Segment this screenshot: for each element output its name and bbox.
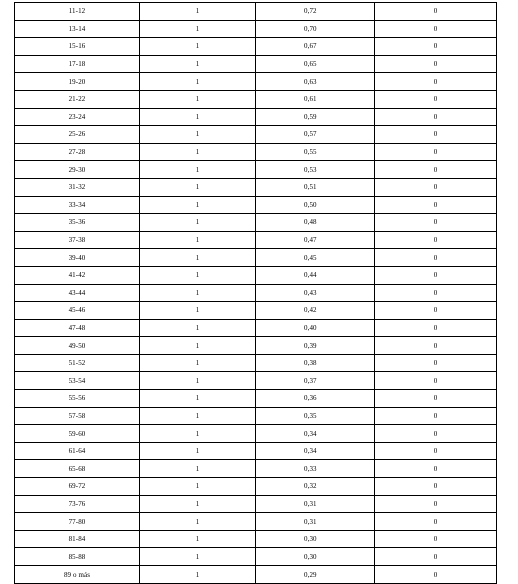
- range-cell: 15-16: [15, 38, 140, 56]
- extra-cell: 0: [375, 38, 497, 56]
- value-cell: 0,57: [256, 126, 375, 144]
- table-row: [15, 354, 497, 372]
- factor-cell: 1: [140, 143, 256, 161]
- factor-cell: 1: [140, 319, 256, 337]
- range-cell: 41-42: [15, 266, 140, 284]
- range-cell: 59-60: [15, 425, 140, 443]
- table-row: [15, 178, 497, 196]
- value-cell: 0,67: [256, 38, 375, 56]
- extra-cell: 0: [375, 266, 497, 284]
- table-row: [15, 266, 497, 284]
- value-cell: 0,42: [256, 302, 375, 320]
- range-cell: 61-64: [15, 442, 140, 460]
- extra-cell: 0: [375, 478, 497, 496]
- extra-cell: 0: [375, 460, 497, 478]
- extra-cell: 0: [375, 354, 497, 372]
- value-cell: 0,44: [256, 266, 375, 284]
- range-cell: 23-24: [15, 108, 140, 126]
- factor-cell: 1: [140, 73, 256, 91]
- value-cell: 0,39: [256, 337, 375, 355]
- factor-cell: 1: [140, 407, 256, 425]
- range-cell: 11-12: [15, 3, 140, 21]
- extra-cell: 0: [375, 372, 497, 390]
- extra-cell: 0: [375, 390, 497, 408]
- range-cell: 77-80: [15, 513, 140, 531]
- table-row: [15, 214, 497, 232]
- table-row: [15, 38, 497, 56]
- table-row: [15, 249, 497, 267]
- range-cell: 13-14: [15, 20, 140, 38]
- value-cell: 0,61: [256, 90, 375, 108]
- factor-cell: 1: [140, 38, 256, 56]
- extra-cell: 0: [375, 231, 497, 249]
- factor-cell: 1: [140, 284, 256, 302]
- table-body: [15, 3, 497, 584]
- extra-cell: 0: [375, 495, 497, 513]
- factor-cell: 1: [140, 249, 256, 267]
- value-cell: 0,31: [256, 513, 375, 531]
- factor-cell: 1: [140, 513, 256, 531]
- value-cell: 0,35: [256, 407, 375, 425]
- range-cell: 45-46: [15, 302, 140, 320]
- range-cell: 89 o más: [15, 566, 140, 584]
- extra-cell: 0: [375, 302, 497, 320]
- table-row: [15, 231, 497, 249]
- table-row: [15, 73, 497, 91]
- range-cell: 49-50: [15, 337, 140, 355]
- range-cell: 51-52: [15, 354, 140, 372]
- table-row: [15, 3, 497, 21]
- table-row: [15, 302, 497, 320]
- extra-cell: 0: [375, 90, 497, 108]
- range-cell: 39-40: [15, 249, 140, 267]
- value-cell: 0,51: [256, 178, 375, 196]
- table-row: [15, 20, 497, 38]
- value-cell: 0,34: [256, 442, 375, 460]
- table-row: [15, 337, 497, 355]
- extra-cell: 0: [375, 214, 497, 232]
- extra-cell: 0: [375, 178, 497, 196]
- extra-cell: 0: [375, 548, 497, 566]
- value-cell: 0,45: [256, 249, 375, 267]
- value-cell: 0,43: [256, 284, 375, 302]
- value-cell: 0,36: [256, 390, 375, 408]
- range-cell: 27-28: [15, 143, 140, 161]
- factor-cell: 1: [140, 495, 256, 513]
- value-cell: 0,53: [256, 161, 375, 179]
- factor-cell: 1: [140, 196, 256, 214]
- table-row: [15, 442, 497, 460]
- extra-cell: 0: [375, 20, 497, 38]
- factor-cell: 1: [140, 90, 256, 108]
- factor-cell: 1: [140, 20, 256, 38]
- extra-cell: 0: [375, 566, 497, 584]
- factor-cell: 1: [140, 460, 256, 478]
- range-cell: 85-88: [15, 548, 140, 566]
- extra-cell: 0: [375, 530, 497, 548]
- extra-cell: 0: [375, 425, 497, 443]
- value-cell: 0,37: [256, 372, 375, 390]
- table-row: [15, 513, 497, 531]
- range-cell: 47-48: [15, 319, 140, 337]
- range-cell: 53-54: [15, 372, 140, 390]
- range-cell: 29-30: [15, 161, 140, 179]
- factor-cell: 1: [140, 178, 256, 196]
- value-cell: 0,65: [256, 55, 375, 73]
- range-cell: 19-20: [15, 73, 140, 91]
- factor-cell: 1: [140, 442, 256, 460]
- table-row: [15, 108, 497, 126]
- table-row: [15, 460, 497, 478]
- value-cell: 0,72: [256, 3, 375, 21]
- extra-cell: 0: [375, 284, 497, 302]
- range-cell: 55-56: [15, 390, 140, 408]
- range-cell: 33-34: [15, 196, 140, 214]
- extra-cell: 0: [375, 126, 497, 144]
- factor-cell: 1: [140, 337, 256, 355]
- extra-cell: 0: [375, 407, 497, 425]
- extra-cell: 0: [375, 161, 497, 179]
- value-cell: 0,29: [256, 566, 375, 584]
- table-row: [15, 478, 497, 496]
- range-cell: 81-84: [15, 530, 140, 548]
- factor-cell: 1: [140, 425, 256, 443]
- factor-cell: 1: [140, 478, 256, 496]
- table-row: [15, 495, 497, 513]
- table-row: [15, 372, 497, 390]
- extra-cell: 0: [375, 319, 497, 337]
- table-row: [15, 566, 497, 584]
- range-cell: 31-32: [15, 178, 140, 196]
- table-row: [15, 284, 497, 302]
- table-row: [15, 161, 497, 179]
- value-cell: 0,33: [256, 460, 375, 478]
- range-cell: 65-68: [15, 460, 140, 478]
- value-cell: 0,34: [256, 425, 375, 443]
- value-cell: 0,47: [256, 231, 375, 249]
- value-cell: 0,38: [256, 354, 375, 372]
- factor-cell: 1: [140, 354, 256, 372]
- factor-cell: 1: [140, 566, 256, 584]
- extra-cell: 0: [375, 3, 497, 21]
- factor-cell: 1: [140, 214, 256, 232]
- factor-cell: 1: [140, 390, 256, 408]
- extra-cell: 0: [375, 196, 497, 214]
- factor-cell: 1: [140, 266, 256, 284]
- extra-cell: 0: [375, 143, 497, 161]
- factor-cell: 1: [140, 548, 256, 566]
- coefficient-table: [14, 2, 497, 584]
- value-cell: 0,59: [256, 108, 375, 126]
- range-cell: 21-22: [15, 90, 140, 108]
- table-row: [15, 548, 497, 566]
- factor-cell: 1: [140, 530, 256, 548]
- value-cell: 0,55: [256, 143, 375, 161]
- table-row: [15, 390, 497, 408]
- table-row: [15, 425, 497, 443]
- factor-cell: 1: [140, 372, 256, 390]
- range-cell: 43-44: [15, 284, 140, 302]
- factor-cell: 1: [140, 231, 256, 249]
- value-cell: 0,30: [256, 548, 375, 566]
- value-cell: 0,30: [256, 530, 375, 548]
- table-row: [15, 126, 497, 144]
- value-cell: 0,48: [256, 214, 375, 232]
- table-row: [15, 90, 497, 108]
- range-cell: 37-38: [15, 231, 140, 249]
- range-cell: 17-18: [15, 55, 140, 73]
- table-row: [15, 407, 497, 425]
- range-cell: 35-36: [15, 214, 140, 232]
- factor-cell: 1: [140, 3, 256, 21]
- value-cell: 0,50: [256, 196, 375, 214]
- value-cell: 0,63: [256, 73, 375, 91]
- value-cell: 0,32: [256, 478, 375, 496]
- range-cell: 25-26: [15, 126, 140, 144]
- extra-cell: 0: [375, 513, 497, 531]
- table-row: [15, 196, 497, 214]
- extra-cell: 0: [375, 249, 497, 267]
- table-row: [15, 55, 497, 73]
- table-row: [15, 319, 497, 337]
- table-row: [15, 530, 497, 548]
- factor-cell: 1: [140, 302, 256, 320]
- factor-cell: 1: [140, 55, 256, 73]
- extra-cell: 0: [375, 55, 497, 73]
- extra-cell: 0: [375, 337, 497, 355]
- factor-cell: 1: [140, 108, 256, 126]
- table-row: [15, 143, 497, 161]
- value-cell: 0,70: [256, 20, 375, 38]
- extra-cell: 0: [375, 442, 497, 460]
- factor-cell: 1: [140, 126, 256, 144]
- value-cell: 0,40: [256, 319, 375, 337]
- range-cell: 69-72: [15, 478, 140, 496]
- range-cell: 57-58: [15, 407, 140, 425]
- range-cell: 73-76: [15, 495, 140, 513]
- value-cell: 0,31: [256, 495, 375, 513]
- factor-cell: 1: [140, 161, 256, 179]
- extra-cell: 0: [375, 73, 497, 91]
- extra-cell: 0: [375, 108, 497, 126]
